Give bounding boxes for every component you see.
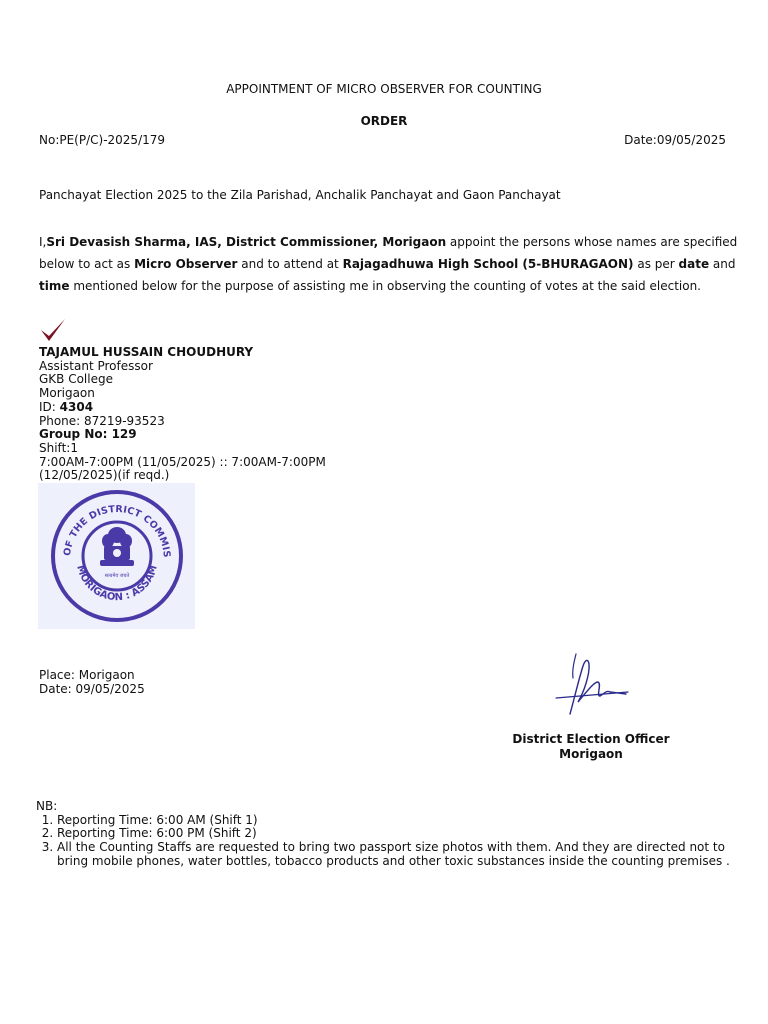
para-text-3: and to attend at [237, 257, 343, 271]
appointee-phone: Phone: 87219-93523 [39, 413, 165, 428]
reference-number: No:PE(P/C)-2025/179 [39, 133, 166, 147]
appointee-details [39, 346, 359, 483]
officer-block [500, 732, 682, 762]
role-name: Micro Observer [134, 257, 238, 271]
appointee-name: TAJAMUL HUSSAIN CHOUDHURY [39, 345, 254, 359]
para-text-2: appoint the persons whose names are specified below to act as [39, 235, 738, 271]
date-word: date [678, 257, 710, 271]
para-text-6: mentioned below for the purpose of assisting me in observing the counting of votes at the said election. [69, 279, 701, 293]
appointee-location: Morigaon [39, 386, 95, 401]
signature-icon [548, 652, 633, 718]
shift-number: Shift:1 [39, 440, 78, 455]
appointment-paragraph [39, 231, 739, 297]
place: Place: Morigaon [39, 668, 135, 682]
election-line: Panchayat Election 2025 to the Zila Parishad, Anchalik Panchayat and Gaon Panchayat [39, 188, 561, 202]
appointee-designation: Assistant Professor [39, 358, 153, 373]
document-title: APPOINTMENT OF MICRO OBSERVER FOR COUNTING [226, 82, 542, 96]
signing-date: Date: 09/05/2025 [39, 681, 145, 696]
note-item: 3. All the Counting Staffs are requested to bring two passport size photos with them. And they are directed not to bring mobile phones, water bottles, tobacco products and other toxic substances inside the counting premises . [57, 841, 736, 868]
time-word: time [39, 279, 70, 293]
document-date: Date:09/05/2025 [624, 133, 726, 147]
place-date-block [39, 669, 145, 696]
shift-timing: 7:00AM-7:00PM (11/05/2025) :: 7:00AM-7:00PM (12/05/2025)(if reqd.) [39, 454, 326, 483]
issuer-name: Sri Devasish Sharma, IAS, District Commissioner, Morigaon [46, 235, 447, 249]
note-item: 1. Reporting Time: 6:00 AM (Shift 1) [57, 814, 736, 828]
office-seal [38, 483, 195, 629]
para-text-5: and [709, 257, 736, 271]
note-item: 2. Reporting Time: 6:00 PM (Shift 2) [57, 827, 736, 841]
checkmark-icon [38, 316, 68, 344]
para-text-1: I, [39, 235, 47, 249]
officer-title: District Election Officer [512, 732, 670, 746]
emblem-motto: सत्यमेव जयते [104, 573, 130, 579]
id-label: ID: [39, 399, 60, 414]
appointee-id [39, 401, 359, 415]
appointee-institution: GKB College [39, 372, 113, 387]
seal-top-text: OF THE DISTRICT COMMIS [61, 503, 173, 558]
notes-label: NB: [36, 799, 58, 813]
order-heading: ORDER [360, 114, 408, 128]
seal-bottom-text: MORIGAON : ASSAM [74, 564, 160, 604]
venue-name: Rajagadhuwa High School (5-BHURAGAON) [342, 257, 634, 271]
group-number: Group No: 129 [39, 427, 137, 442]
officer-location: Morigaon [559, 747, 623, 761]
emblem-icon [100, 527, 134, 566]
para-text-4: as per [633, 257, 679, 271]
notes-list [36, 814, 736, 869]
notes-section [36, 800, 736, 869]
seal-stamp-icon [38, 483, 195, 629]
id-value: 4304 [59, 399, 94, 414]
